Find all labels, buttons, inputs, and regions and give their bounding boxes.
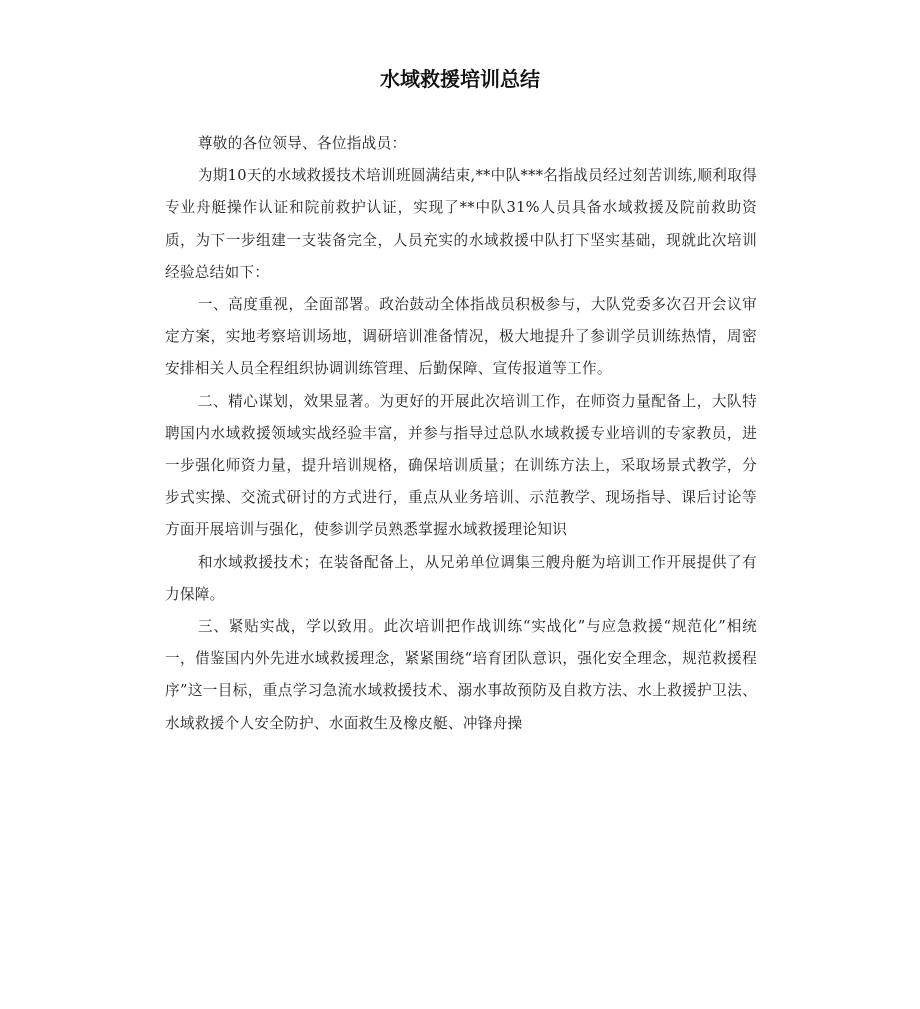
intro-paragraph: 为期10天的水域救援技术培训班圆满结束,**中队***名指战员经过刻苦训练,顺利取得专业舟艇操作认证和院前救护认证，实现了**中队31%人员具备水域救援及院前救助资质，为下一步组建一支装备完全，人员充实的水域救援中队打下坚实基础，现就此次培训经验总结如下： [165,167,757,281]
section-two-continuation-paragraph: 和水域救援技术；在装备配备上，从兄弟单位调集三艘舟艇为培训工作开展提供了有力保障。 [165,553,757,603]
section-one-paragraph: 一、高度重视，全面部署。政治鼓动全体指战员积极参与，大队党委多次召开会议审定方案，实地考察培训场地，调研培训准备情况，极大地提升了参训学员训练热情，周密安排相关人员全程组织协调训练管理、后勤保障、宣传报道等工作。 [165,296,757,378]
section-three-paragraph: 三、紧贴实战，学以致用。此次培训把作战训练“实战化”与应急救援“规范化”相统一，借鉴国内外先进水域救援理念，紧紧围绕“培育团队意识，强化安全理念，规范救援程序”这一目标，重点学习急流水域救援技术、溺水事故预防及自救方法、水上救援护卫法、水域救援个人安全防护、水面救生及橡皮艇、冲锋舟操 [165,618,757,732]
document-body [165,128,757,740]
salutation-paragraph: 尊敬的各位领导、各位指战员： [197,135,407,152]
section-two-paragraph: 二、精心谋划，效果显著。为更好的开展此次培训工作，在师资力量配备上，大队特聘国内水域救援领域实战经验丰富，并参与指导过总队水域救援专业培训的专家教员，进一步强化师资力量，提升培训规格，确保培训质量；在训练方法上，采取场景式教学，分步式实操、交流式研讨的方式进行，重点从业务培训、示范教学、现场指导、课后讨论等方面开展培训与强化，使参训学员熟悉掌握水域救援理论知识 [165,392,757,539]
document-title: 水域救援培训总结 [380,67,540,91]
